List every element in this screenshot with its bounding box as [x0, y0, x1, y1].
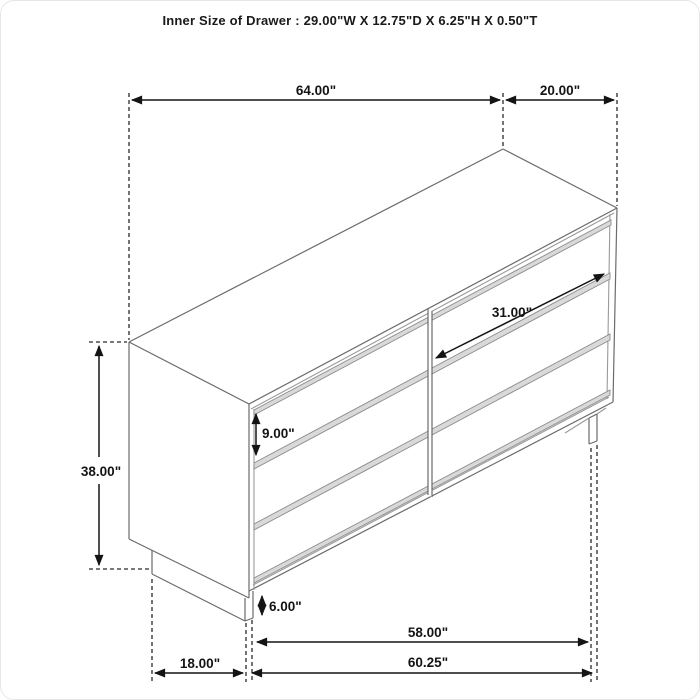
- dimension-label: 18.00": [179, 656, 221, 671]
- leg-bottom-edge: [589, 441, 597, 444]
- dimension-overall-height: [81, 346, 121, 565]
- dimension-label: 20.00": [539, 83, 581, 98]
- dimension-top-width: [132, 83, 500, 100]
- drawer-divider: [428, 309, 432, 497]
- dimension-label: 64.00": [295, 83, 337, 98]
- dimension-label: 60.25": [407, 655, 449, 670]
- dimension-base-width: [257, 625, 588, 642]
- dimension-label: 9.00": [262, 426, 295, 441]
- dimension-label: 38.00": [80, 464, 122, 479]
- dimension-front-floor-width: [252, 655, 592, 673]
- page-title: Inner Size of Drawer : 29.00"W X 12.75"D X 6.25"H X 0.50"T: [162, 13, 538, 28]
- dimension-leg-height: [262, 596, 302, 615]
- dimension-label: 58.00": [407, 625, 449, 640]
- dresser-dimension-diagram: [1, 1, 700, 700]
- leg-top-edge: [589, 414, 597, 418]
- dimension-label: 6.00": [269, 599, 302, 614]
- dresser-drawing: [129, 149, 617, 621]
- dimension-side-floor-depth: [155, 656, 243, 673]
- dimension-label: 31.00": [491, 305, 533, 320]
- dimension-top-depth: [506, 83, 614, 100]
